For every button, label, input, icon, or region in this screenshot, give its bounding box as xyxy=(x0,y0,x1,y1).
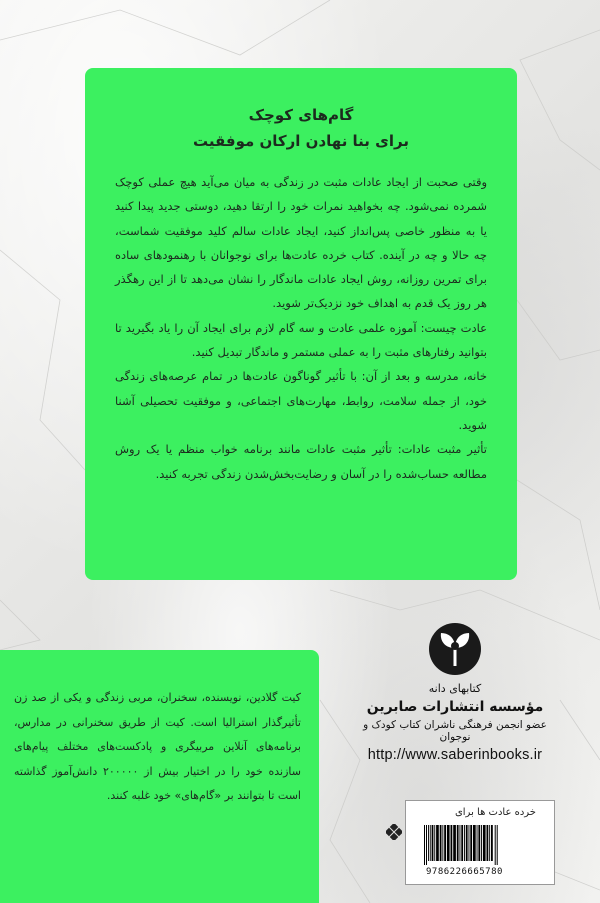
seed-leaf-logo-icon xyxy=(428,622,482,676)
barcode-card xyxy=(405,800,555,885)
author-bio-text: کیت گلادین، نویسنده، سخنران، مربی زندگی و یکی از صد زن تأثیرگذار استرالیا است. کیت از طریق سخنرانی در مدارس، برنامه‌های آنلاین مربیگری و پادکست‌های مختلف پیام‌های سازنده خود را در اختیار بیش از ۲۰۰۰۰۰ دانش‌آموز گذاشته است تا بتوانند بر «گام‌های» خود غلبه کنند. xyxy=(14,691,301,802)
isbn-number: 9786226665780 xyxy=(426,867,503,877)
habit-paragraph: عادت چیست: آموزه علمی عادت و سه گام لازم برای ایجاد آن را یاد بگیرید تا بتوانید رفتارهای مثبت را به عملی مستمر و ماندگار تبدیل کنید. xyxy=(115,320,487,360)
barcode-book-title: خرده عادت ها برای xyxy=(454,807,536,818)
description-panel xyxy=(85,68,517,580)
barcode-bars xyxy=(424,825,542,865)
author-bio-panel xyxy=(0,650,319,903)
home-school-paragraph: خانه، مدرسه و بعد از آن: با تأثیر گوناگون عادت‌ها در تمام عرصه‌های زندگی خود، از جمله سلامت، روابط، مهارت‌های اجتماعی، و موفقیت تحصیلی آشنا شوید. xyxy=(115,369,487,432)
heading-line-2: برای بنا نهادن ارکان موفقیت xyxy=(192,132,410,150)
positive-effect-paragraph: تأثیر مثبت عادات: تأثیر مثبت عادات مانند برنامه خواب منظم یا یک روش مطالعه حساب‌شده را در آسان و رضایت‌بخش‌شدن زندگی تجربه کنید. xyxy=(115,442,487,481)
series-name: کتابهای دانه xyxy=(428,682,482,695)
intro-paragraph: وقتی صحبت از ایجاد عادات مثبت در زندگی به میان می‌آید هیچ عملی کوچک شمرده نمی‌شود. چه بخواهید نمرات خود را ارتقا دهید، دوستی جدید پیدا کنید یا به منظور خاصی پس‌انداز کنید، ایجاد عادات سالم کلید موفقیت شماست، چه حالا و چه در آینده. کتاب خرده عادت‌ها برای نوجوانان با رهنمودهای ساده برای تمرین روزانه، روش ایجاد عادات ماندگار را نشان می‌دهد تا از این رهگذر هر روز یک قدم به اهداف خود نزدیک‌تر شوید. xyxy=(115,175,487,311)
publisher-membership: عضو انجمن فرهنگی ناشران کتاب کودک و نوجوان xyxy=(363,719,547,743)
clover-ornament-icon xyxy=(386,824,402,840)
heading-line-1: گام‌های کوچک xyxy=(248,106,354,124)
publisher-name: مؤسسه انتشارات صابرین xyxy=(366,699,544,715)
publisher-url: http://www.saberinbooks.ir xyxy=(367,747,543,763)
publisher-block xyxy=(355,622,555,763)
